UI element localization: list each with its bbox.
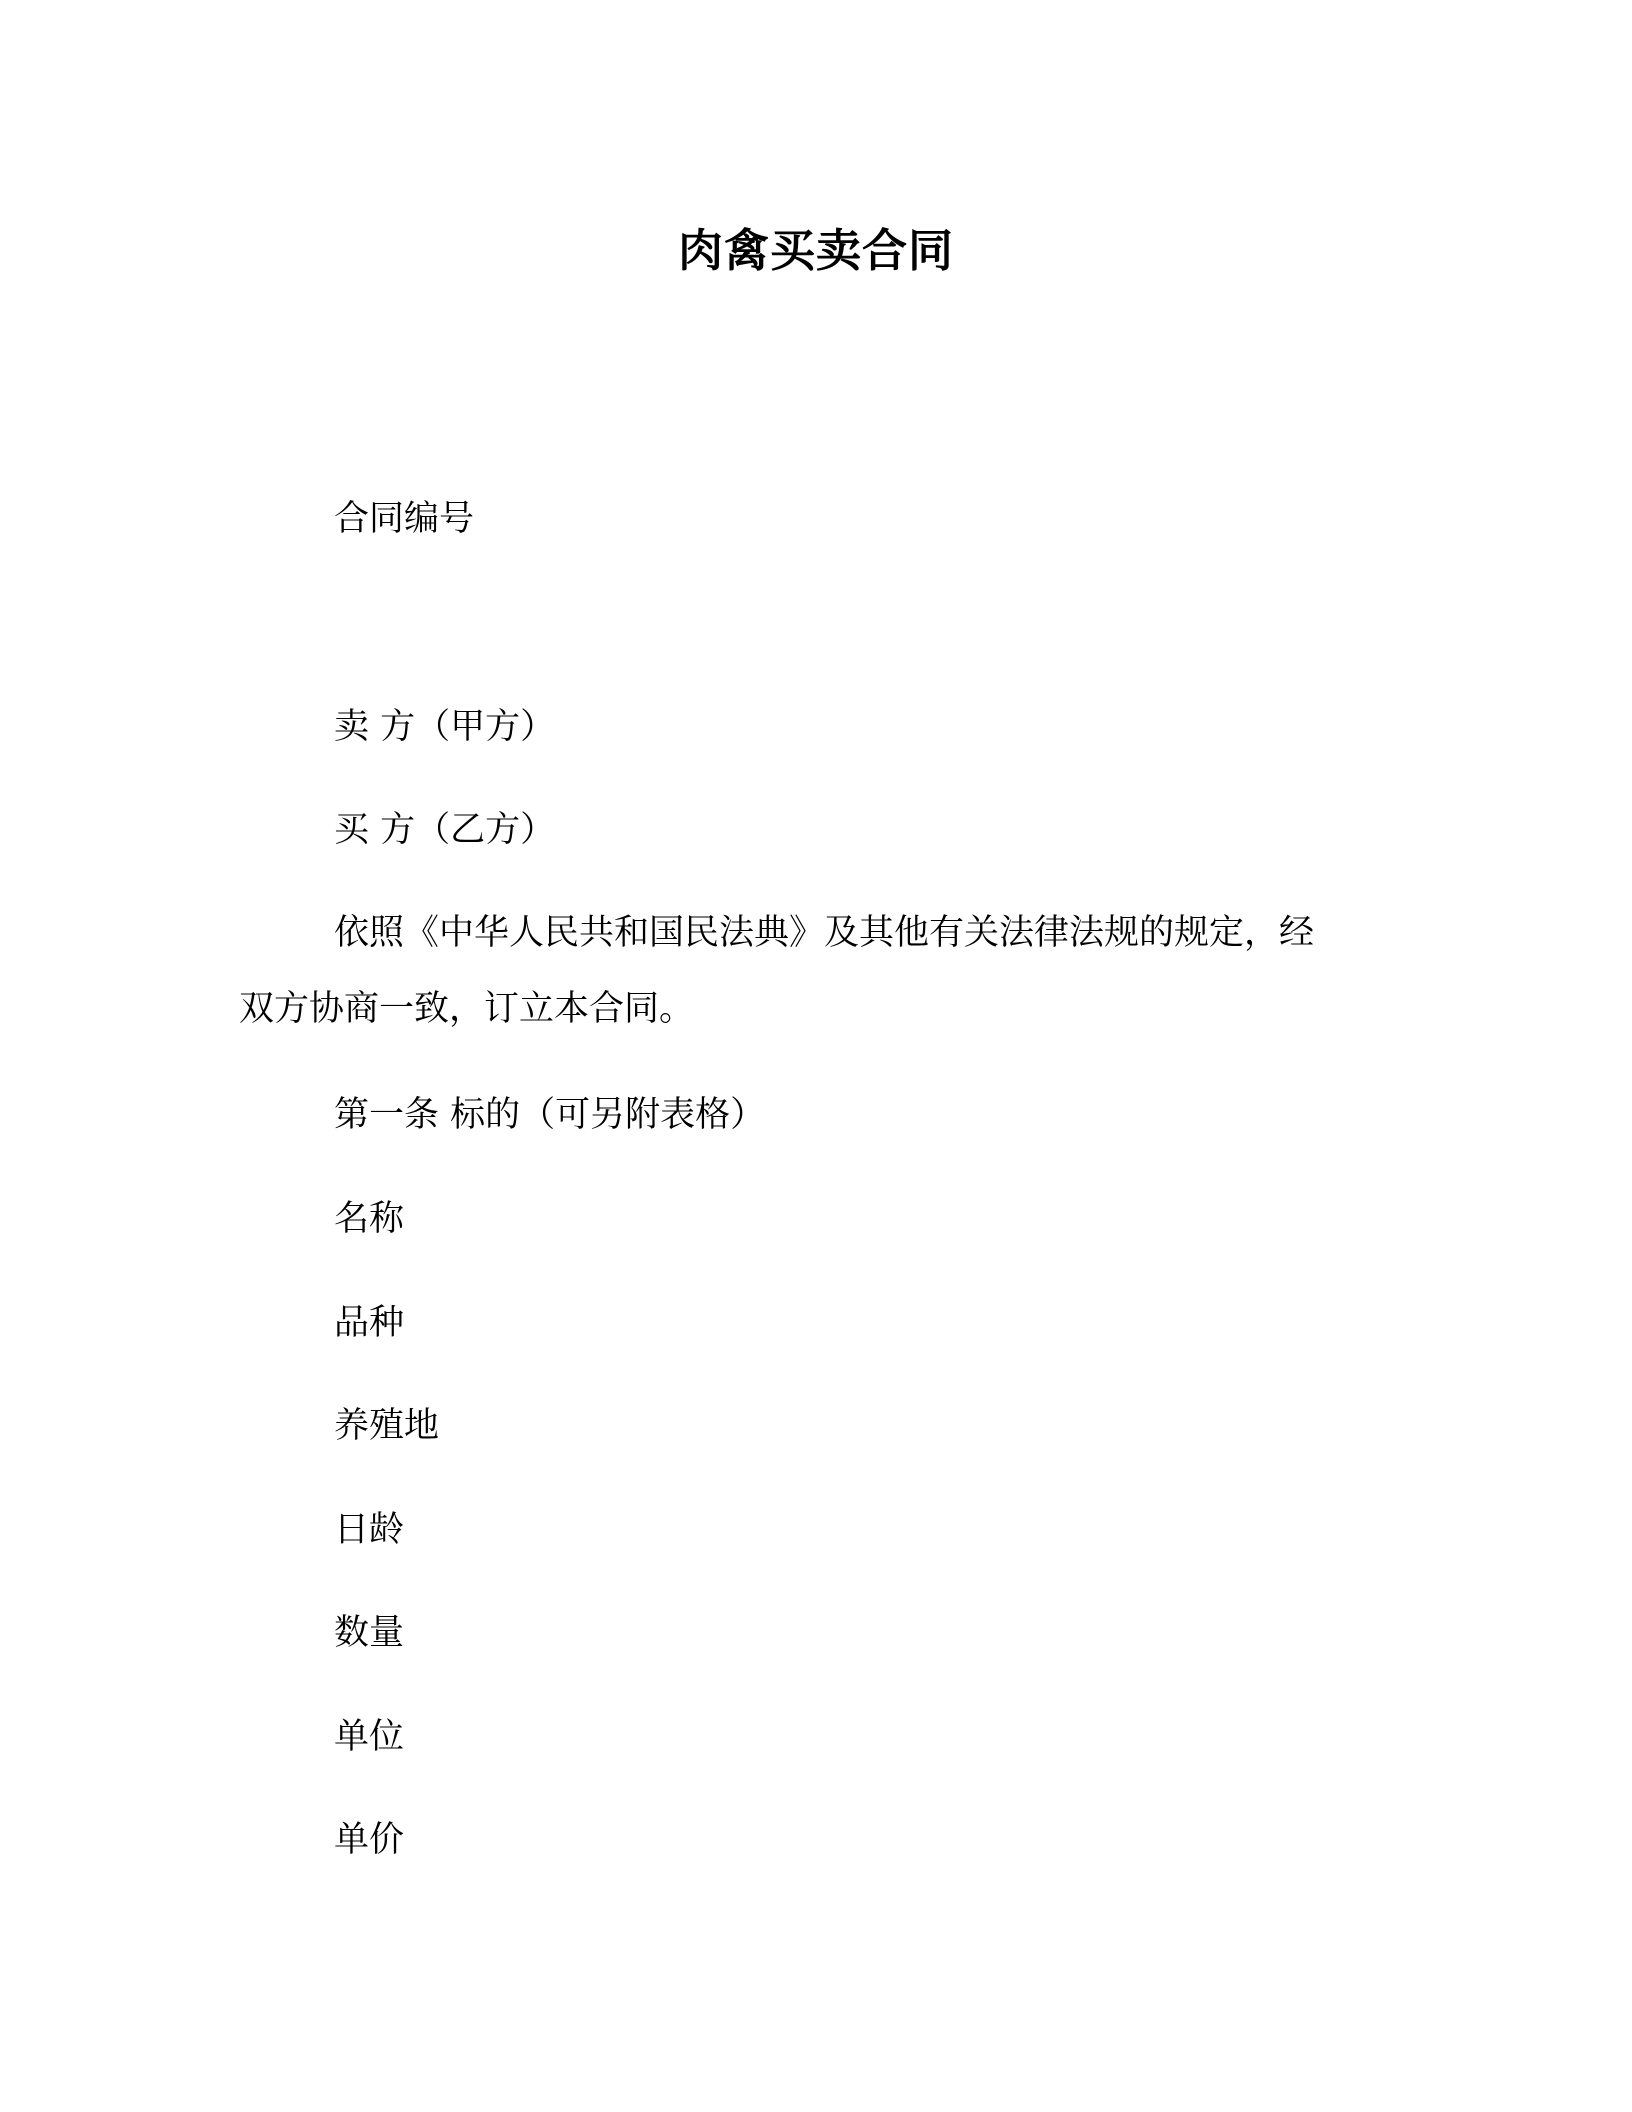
document-title: 肉禽买卖合同 (677, 224, 954, 277)
article-1-heading: 第一条 标的（可另附表格） (334, 1095, 766, 1135)
field-variety-label: 品种 (334, 1303, 405, 1343)
field-unit-price-label: 单价 (334, 1820, 405, 1860)
field-age-days-label: 日龄 (334, 1510, 405, 1550)
field-name-label: 名称 (334, 1199, 405, 1239)
preamble-line-1: 依照《中华人民共和国民法典》及其他有关法律法规的规定，经 (334, 913, 1315, 953)
seller-label: 卖 方（甲方） (334, 707, 556, 747)
field-unit-label: 单位 (334, 1717, 405, 1757)
contract-number-label: 合同编号 (334, 499, 475, 539)
field-quantity-label: 数量 (334, 1613, 405, 1653)
buyer-label: 买 方（乙方） (334, 810, 556, 850)
field-breeding-place-label: 养殖地 (334, 1406, 440, 1446)
preamble-line-2: 双方协商一致，订立本合同。 (239, 989, 695, 1029)
